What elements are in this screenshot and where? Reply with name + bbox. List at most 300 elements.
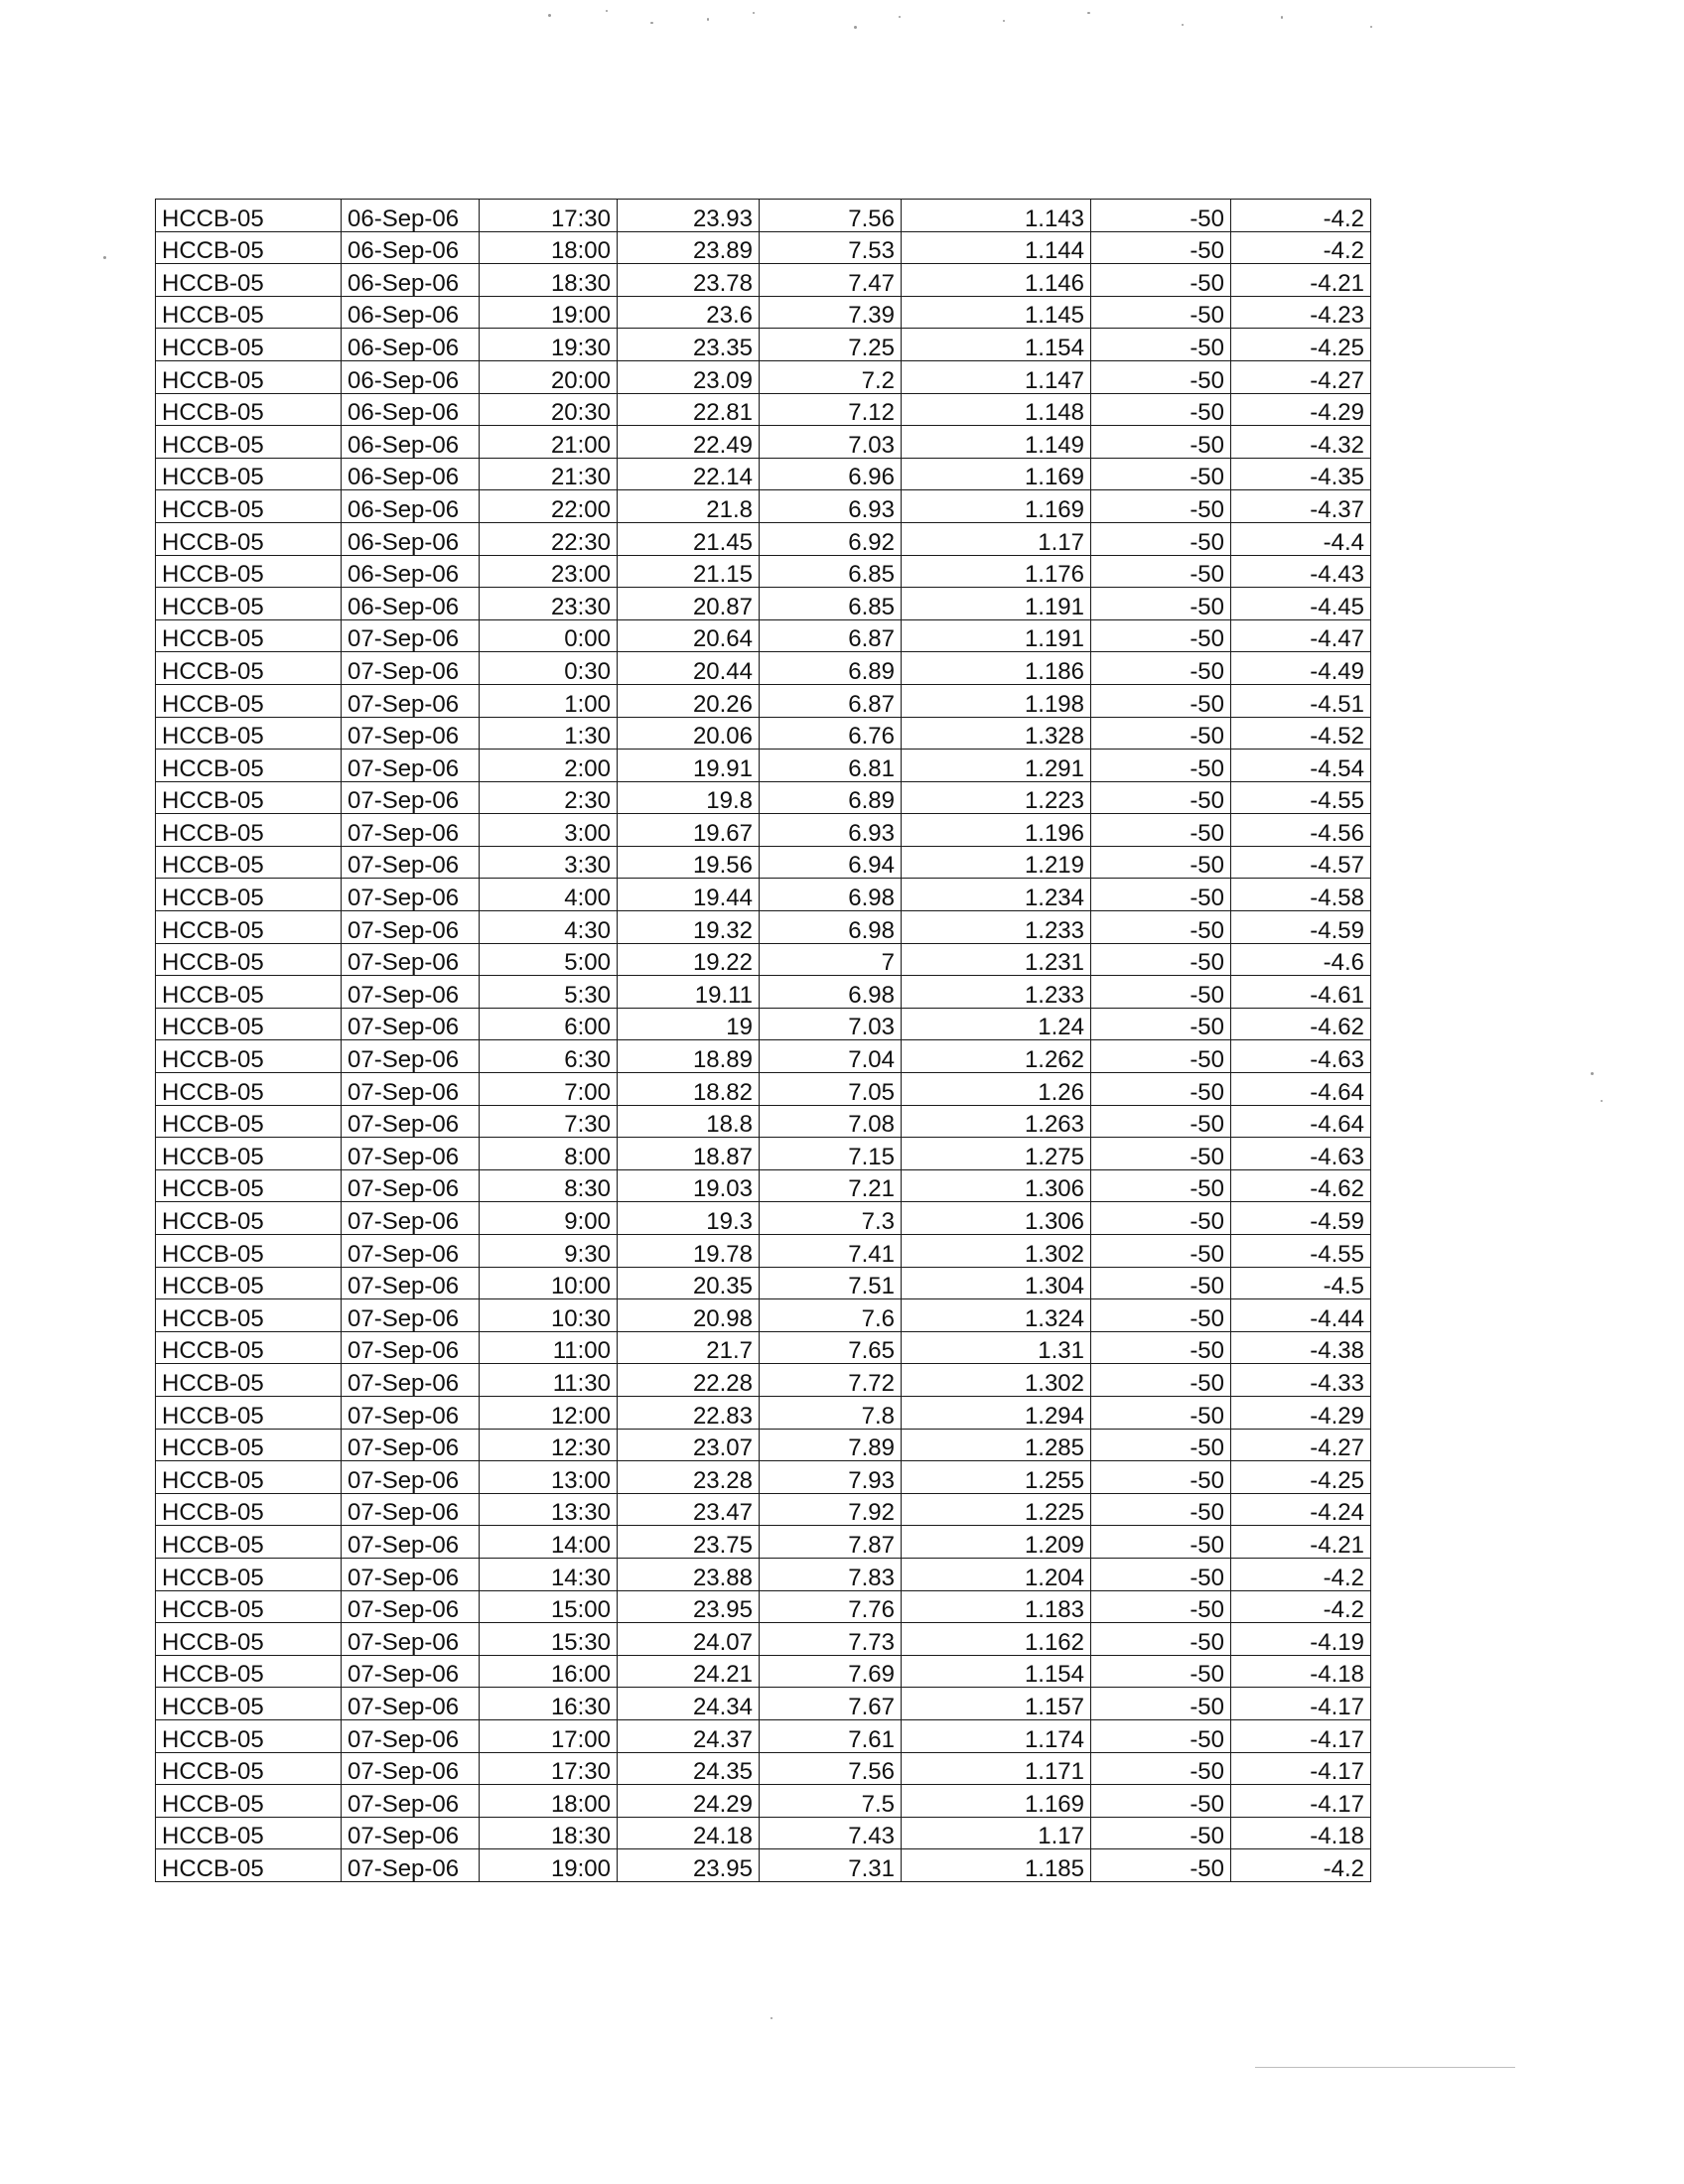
value-cell: -50 xyxy=(1091,1364,1231,1397)
temperature-cell: 19.56 xyxy=(618,846,760,879)
value-cell: -4.2 xyxy=(1231,1849,1371,1882)
time-cell: 5:00 xyxy=(480,943,618,976)
value-cell: -4.25 xyxy=(1231,329,1371,361)
time-cell: 3:00 xyxy=(480,814,618,847)
site-id-cell: HCCB-05 xyxy=(156,1655,342,1688)
date-cell: 07-Sep-06 xyxy=(342,1590,480,1623)
scan-speck xyxy=(1087,12,1090,14)
value-cell: -4.44 xyxy=(1231,1299,1371,1332)
time-cell: 18:00 xyxy=(480,1785,618,1818)
value-cell: -50 xyxy=(1091,200,1231,232)
conductivity-cell: 1.306 xyxy=(902,1202,1091,1235)
site-id-cell: HCCB-05 xyxy=(156,1008,342,1040)
conductivity-cell: 1.17 xyxy=(902,1817,1091,1849)
date-cell: 06-Sep-06 xyxy=(342,329,480,361)
time-cell: 8:30 xyxy=(480,1169,618,1202)
site-id-cell: HCCB-05 xyxy=(156,1429,342,1461)
date-cell: 07-Sep-06 xyxy=(342,717,480,750)
value-cell: -4.25 xyxy=(1231,1461,1371,1494)
value-cell: -4.38 xyxy=(1231,1331,1371,1364)
conductivity-cell: 1.285 xyxy=(902,1429,1091,1461)
ph-cell: 6.96 xyxy=(760,458,902,490)
ph-cell: 7.61 xyxy=(760,1719,902,1752)
table-row xyxy=(156,911,1371,944)
site-id-cell: HCCB-05 xyxy=(156,1331,342,1364)
value-cell: -50 xyxy=(1091,1202,1231,1235)
value-cell: -50 xyxy=(1091,814,1231,847)
value-cell: -50 xyxy=(1091,846,1231,879)
time-cell: 13:30 xyxy=(480,1493,618,1526)
table-row xyxy=(156,1461,1371,1494)
value-cell: -4.35 xyxy=(1231,458,1371,490)
date-cell: 06-Sep-06 xyxy=(342,490,480,523)
date-cell: 07-Sep-06 xyxy=(342,1364,480,1397)
conductivity-cell: 1.146 xyxy=(902,264,1091,297)
table-row xyxy=(156,329,1371,361)
conductivity-cell: 1.262 xyxy=(902,1040,1091,1073)
value-cell: -50 xyxy=(1091,1105,1231,1138)
table-row xyxy=(156,490,1371,523)
value-cell: -4.21 xyxy=(1231,1526,1371,1559)
conductivity-cell: 1.191 xyxy=(902,588,1091,620)
ph-cell: 7.8 xyxy=(760,1396,902,1429)
value-cell: -50 xyxy=(1091,1719,1231,1752)
ph-cell: 7.15 xyxy=(760,1138,902,1170)
value-cell: -4.5 xyxy=(1231,1267,1371,1299)
time-cell: 7:00 xyxy=(480,1073,618,1106)
value-cell: -50 xyxy=(1091,1461,1231,1494)
time-cell: 11:30 xyxy=(480,1364,618,1397)
value-cell: -50 xyxy=(1091,1331,1231,1364)
conductivity-cell: 1.204 xyxy=(902,1558,1091,1590)
temperature-cell: 23.95 xyxy=(618,1849,760,1882)
time-cell: 12:30 xyxy=(480,1429,618,1461)
site-id-cell: HCCB-05 xyxy=(156,1493,342,1526)
table-row xyxy=(156,1623,1371,1656)
time-cell: 16:30 xyxy=(480,1688,618,1720)
site-id-cell: HCCB-05 xyxy=(156,976,342,1009)
value-cell: -50 xyxy=(1091,943,1231,976)
date-cell: 07-Sep-06 xyxy=(342,781,480,814)
site-id-cell: HCCB-05 xyxy=(156,1202,342,1235)
site-id-cell: HCCB-05 xyxy=(156,426,342,459)
temperature-cell: 20.44 xyxy=(618,652,760,685)
value-cell: -4.55 xyxy=(1231,1235,1371,1268)
conductivity-cell: 1.154 xyxy=(902,1655,1091,1688)
conductivity-cell: 1.17 xyxy=(902,522,1091,555)
time-cell: 2:30 xyxy=(480,781,618,814)
value-cell: -50 xyxy=(1091,911,1231,944)
site-id-cell: HCCB-05 xyxy=(156,1235,342,1268)
ph-cell: 6.85 xyxy=(760,588,902,620)
time-cell: 13:00 xyxy=(480,1461,618,1494)
ph-cell: 7.76 xyxy=(760,1590,902,1623)
date-cell: 07-Sep-06 xyxy=(342,684,480,717)
ph-cell: 6.98 xyxy=(760,911,902,944)
site-id-cell: HCCB-05 xyxy=(156,717,342,750)
ph-cell: 6.93 xyxy=(760,490,902,523)
temperature-cell: 21.8 xyxy=(618,490,760,523)
table-row xyxy=(156,1364,1371,1397)
ph-cell: 7.83 xyxy=(760,1558,902,1590)
value-cell: -50 xyxy=(1091,1655,1231,1688)
date-cell: 07-Sep-06 xyxy=(342,1785,480,1818)
date-cell: 07-Sep-06 xyxy=(342,911,480,944)
table-row xyxy=(156,1105,1371,1138)
value-cell: -4.27 xyxy=(1231,360,1371,393)
table-row xyxy=(156,943,1371,976)
site-id-cell: HCCB-05 xyxy=(156,490,342,523)
value-cell: -4.2 xyxy=(1231,1558,1371,1590)
ph-cell: 7.93 xyxy=(760,1461,902,1494)
scan-speck xyxy=(707,18,709,21)
value-cell: -4.54 xyxy=(1231,750,1371,782)
ph-cell: 7.51 xyxy=(760,1267,902,1299)
value-cell: -50 xyxy=(1091,1752,1231,1785)
ph-cell: 7.87 xyxy=(760,1526,902,1559)
ph-cell: 7.05 xyxy=(760,1073,902,1106)
value-cell: -50 xyxy=(1091,393,1231,426)
temperature-cell: 23.89 xyxy=(618,231,760,264)
scan-speck xyxy=(753,12,755,14)
temperature-cell: 23.78 xyxy=(618,264,760,297)
scan-speck xyxy=(606,10,608,12)
time-cell: 19:00 xyxy=(480,1849,618,1882)
temperature-cell: 19.67 xyxy=(618,814,760,847)
temperature-cell: 19.78 xyxy=(618,1235,760,1268)
date-cell: 06-Sep-06 xyxy=(342,360,480,393)
table-row xyxy=(156,1169,1371,1202)
data-table xyxy=(155,199,1371,1882)
table-row xyxy=(156,1752,1371,1785)
table-row xyxy=(156,1655,1371,1688)
scan-speck xyxy=(548,14,551,17)
date-cell: 07-Sep-06 xyxy=(342,1526,480,1559)
time-cell: 23:00 xyxy=(480,555,618,588)
value-cell: -4.2 xyxy=(1231,200,1371,232)
table-row xyxy=(156,1590,1371,1623)
value-cell: -4.62 xyxy=(1231,1008,1371,1040)
temperature-cell: 20.98 xyxy=(618,1299,760,1332)
time-cell: 14:00 xyxy=(480,1526,618,1559)
conductivity-cell: 1.233 xyxy=(902,911,1091,944)
date-cell: 06-Sep-06 xyxy=(342,522,480,555)
temperature-cell: 22.83 xyxy=(618,1396,760,1429)
date-cell: 07-Sep-06 xyxy=(342,1267,480,1299)
time-cell: 5:30 xyxy=(480,976,618,1009)
time-cell: 11:00 xyxy=(480,1331,618,1364)
value-cell: -50 xyxy=(1091,1299,1231,1332)
table-row xyxy=(156,458,1371,490)
value-cell: -50 xyxy=(1091,1267,1231,1299)
conductivity-cell: 1.225 xyxy=(902,1493,1091,1526)
site-id-cell: HCCB-05 xyxy=(156,1785,342,1818)
value-cell: -4.64 xyxy=(1231,1073,1371,1106)
conductivity-cell: 1.169 xyxy=(902,1785,1091,1818)
value-cell: -4.43 xyxy=(1231,555,1371,588)
time-cell: 10:00 xyxy=(480,1267,618,1299)
temperature-cell: 23.47 xyxy=(618,1493,760,1526)
value-cell: -50 xyxy=(1091,426,1231,459)
ph-cell: 7.08 xyxy=(760,1105,902,1138)
site-id-cell: HCCB-05 xyxy=(156,231,342,264)
temperature-cell: 21.45 xyxy=(618,522,760,555)
ph-cell: 7.04 xyxy=(760,1040,902,1073)
time-cell: 19:00 xyxy=(480,296,618,329)
time-cell: 20:30 xyxy=(480,393,618,426)
value-cell: -4.19 xyxy=(1231,1623,1371,1656)
value-cell: -4.33 xyxy=(1231,1364,1371,1397)
value-cell: -4.6 xyxy=(1231,943,1371,976)
conductivity-cell: 1.306 xyxy=(902,1169,1091,1202)
conductivity-cell: 1.169 xyxy=(902,490,1091,523)
date-cell: 07-Sep-06 xyxy=(342,1461,480,1494)
time-cell: 7:30 xyxy=(480,1105,618,1138)
conductivity-cell: 1.304 xyxy=(902,1267,1091,1299)
value-cell: -50 xyxy=(1091,1073,1231,1106)
time-cell: 18:30 xyxy=(480,264,618,297)
temperature-cell: 19.8 xyxy=(618,781,760,814)
site-id-cell: HCCB-05 xyxy=(156,1688,342,1720)
ph-cell: 7.47 xyxy=(760,264,902,297)
site-id-cell: HCCB-05 xyxy=(156,1719,342,1752)
time-cell: 4:00 xyxy=(480,879,618,911)
time-cell: 18:30 xyxy=(480,1817,618,1849)
table-row xyxy=(156,1138,1371,1170)
table-row xyxy=(156,1396,1371,1429)
site-id-cell: HCCB-05 xyxy=(156,1267,342,1299)
value-cell: -4.2 xyxy=(1231,1590,1371,1623)
table-row xyxy=(156,684,1371,717)
temperature-cell: 19.11 xyxy=(618,976,760,1009)
scan-speck xyxy=(650,22,653,24)
site-id-cell: HCCB-05 xyxy=(156,200,342,232)
value-cell: -4.64 xyxy=(1231,1105,1371,1138)
ph-cell: 7.5 xyxy=(760,1785,902,1818)
date-cell: 06-Sep-06 xyxy=(342,393,480,426)
temperature-cell: 24.07 xyxy=(618,1623,760,1656)
conductivity-cell: 1.145 xyxy=(902,296,1091,329)
scan-speck xyxy=(1281,16,1283,19)
ph-cell: 6.81 xyxy=(760,750,902,782)
date-cell: 07-Sep-06 xyxy=(342,1169,480,1202)
site-id-cell: HCCB-05 xyxy=(156,814,342,847)
value-cell: -50 xyxy=(1091,1849,1231,1882)
ph-cell: 7.43 xyxy=(760,1817,902,1849)
temperature-cell: 18.8 xyxy=(618,1105,760,1138)
value-cell: -50 xyxy=(1091,1623,1231,1656)
date-cell: 07-Sep-06 xyxy=(342,619,480,652)
value-cell: -50 xyxy=(1091,1429,1231,1461)
temperature-cell: 20.87 xyxy=(618,588,760,620)
time-cell: 15:00 xyxy=(480,1590,618,1623)
date-cell: 07-Sep-06 xyxy=(342,1105,480,1138)
date-cell: 07-Sep-06 xyxy=(342,1688,480,1720)
site-id-cell: HCCB-05 xyxy=(156,1073,342,1106)
time-cell: 6:00 xyxy=(480,1008,618,1040)
temperature-cell: 19 xyxy=(618,1008,760,1040)
ph-cell: 7.6 xyxy=(760,1299,902,1332)
ph-cell: 7.69 xyxy=(760,1655,902,1688)
conductivity-cell: 1.149 xyxy=(902,426,1091,459)
table-row xyxy=(156,1429,1371,1461)
site-id-cell: HCCB-05 xyxy=(156,393,342,426)
conductivity-cell: 1.186 xyxy=(902,652,1091,685)
conductivity-cell: 1.324 xyxy=(902,1299,1091,1332)
value-cell: -4.59 xyxy=(1231,1202,1371,1235)
site-id-cell: HCCB-05 xyxy=(156,1138,342,1170)
value-cell: -4.52 xyxy=(1231,717,1371,750)
scan-speck xyxy=(1003,20,1005,22)
date-cell: 07-Sep-06 xyxy=(342,1655,480,1688)
value-cell: -4.18 xyxy=(1231,1817,1371,1849)
time-cell: 17:30 xyxy=(480,1752,618,1785)
site-id-cell: HCCB-05 xyxy=(156,264,342,297)
conductivity-cell: 1.209 xyxy=(902,1526,1091,1559)
temperature-cell: 23.75 xyxy=(618,1526,760,1559)
date-cell: 07-Sep-06 xyxy=(342,976,480,1009)
temperature-cell: 18.87 xyxy=(618,1138,760,1170)
conductivity-cell: 1.174 xyxy=(902,1719,1091,1752)
value-cell: -50 xyxy=(1091,360,1231,393)
value-cell: -50 xyxy=(1091,1396,1231,1429)
temperature-cell: 23.95 xyxy=(618,1590,760,1623)
date-cell: 07-Sep-06 xyxy=(342,1138,480,1170)
time-cell: 21:00 xyxy=(480,426,618,459)
date-cell: 07-Sep-06 xyxy=(342,750,480,782)
value-cell: -50 xyxy=(1091,1817,1231,1849)
date-cell: 07-Sep-06 xyxy=(342,1073,480,1106)
temperature-cell: 22.81 xyxy=(618,393,760,426)
ph-cell: 6.89 xyxy=(760,652,902,685)
ph-cell: 6.76 xyxy=(760,717,902,750)
table-row xyxy=(156,1235,1371,1268)
value-cell: -4.51 xyxy=(1231,684,1371,717)
site-id-cell: HCCB-05 xyxy=(156,1623,342,1656)
ph-cell: 7.53 xyxy=(760,231,902,264)
value-cell: -4.61 xyxy=(1231,976,1371,1009)
value-cell: -50 xyxy=(1091,976,1231,1009)
site-id-cell: HCCB-05 xyxy=(156,522,342,555)
ph-cell: 7.25 xyxy=(760,329,902,361)
value-cell: -50 xyxy=(1091,781,1231,814)
value-cell: -50 xyxy=(1091,879,1231,911)
conductivity-cell: 1.294 xyxy=(902,1396,1091,1429)
table-row xyxy=(156,1688,1371,1720)
table-row xyxy=(156,588,1371,620)
temperature-cell: 24.34 xyxy=(618,1688,760,1720)
table-row xyxy=(156,1558,1371,1590)
site-id-cell: HCCB-05 xyxy=(156,1299,342,1332)
value-cell: -4.63 xyxy=(1231,1138,1371,1170)
ph-cell: 7.73 xyxy=(760,1623,902,1656)
temperature-cell: 20.06 xyxy=(618,717,760,750)
ph-cell: 7.31 xyxy=(760,1849,902,1882)
value-cell: -50 xyxy=(1091,458,1231,490)
table-row xyxy=(156,1040,1371,1073)
conductivity-cell: 1.263 xyxy=(902,1105,1091,1138)
table-row xyxy=(156,717,1371,750)
table-row xyxy=(156,1849,1371,1882)
ph-cell: 7.56 xyxy=(760,200,902,232)
value-cell: -4.58 xyxy=(1231,879,1371,911)
time-cell: 22:00 xyxy=(480,490,618,523)
temperature-cell: 23.93 xyxy=(618,200,760,232)
time-cell: 2:00 xyxy=(480,750,618,782)
value-cell: -4.17 xyxy=(1231,1785,1371,1818)
date-cell: 07-Sep-06 xyxy=(342,1558,480,1590)
site-id-cell: HCCB-05 xyxy=(156,781,342,814)
temperature-cell: 19.3 xyxy=(618,1202,760,1235)
scan-speck xyxy=(1182,24,1184,26)
temperature-cell: 19.32 xyxy=(618,911,760,944)
conductivity-cell: 1.31 xyxy=(902,1331,1091,1364)
table-row xyxy=(156,879,1371,911)
conductivity-cell: 1.191 xyxy=(902,619,1091,652)
temperature-cell: 19.44 xyxy=(618,879,760,911)
ph-cell: 7.72 xyxy=(760,1364,902,1397)
ph-cell: 7 xyxy=(760,943,902,976)
conductivity-cell: 1.171 xyxy=(902,1752,1091,1785)
table-row xyxy=(156,393,1371,426)
table-row xyxy=(156,264,1371,297)
value-cell: -50 xyxy=(1091,1138,1231,1170)
table-row xyxy=(156,814,1371,847)
time-cell: 6:30 xyxy=(480,1040,618,1073)
date-cell: 07-Sep-06 xyxy=(342,943,480,976)
scan-speck xyxy=(1370,26,1372,28)
ph-cell: 7.39 xyxy=(760,296,902,329)
site-id-cell: HCCB-05 xyxy=(156,1040,342,1073)
site-id-cell: HCCB-05 xyxy=(156,555,342,588)
value-cell: -4.55 xyxy=(1231,781,1371,814)
ph-cell: 7.92 xyxy=(760,1493,902,1526)
ph-cell: 7.12 xyxy=(760,393,902,426)
date-cell: 07-Sep-06 xyxy=(342,1040,480,1073)
table-row xyxy=(156,1073,1371,1106)
table-row xyxy=(156,1817,1371,1849)
conductivity-cell: 1.26 xyxy=(902,1073,1091,1106)
conductivity-cell: 1.185 xyxy=(902,1849,1091,1882)
conductivity-cell: 1.169 xyxy=(902,458,1091,490)
date-cell: 07-Sep-06 xyxy=(342,846,480,879)
temperature-cell: 20.64 xyxy=(618,619,760,652)
value-cell: -4.21 xyxy=(1231,264,1371,297)
site-id-cell: HCCB-05 xyxy=(156,684,342,717)
value-cell: -50 xyxy=(1091,652,1231,685)
conductivity-cell: 1.231 xyxy=(902,943,1091,976)
temperature-cell: 22.49 xyxy=(618,426,760,459)
value-cell: -4.27 xyxy=(1231,1429,1371,1461)
table-row xyxy=(156,846,1371,879)
table-row xyxy=(156,1331,1371,1364)
value-cell: -50 xyxy=(1091,750,1231,782)
site-id-cell: HCCB-05 xyxy=(156,1461,342,1494)
value-cell: -50 xyxy=(1091,1493,1231,1526)
value-cell: -4.29 xyxy=(1231,1396,1371,1429)
scan-speck xyxy=(1601,1100,1603,1102)
time-cell: 18:00 xyxy=(480,231,618,264)
time-cell: 21:30 xyxy=(480,458,618,490)
date-cell: 07-Sep-06 xyxy=(342,1493,480,1526)
table-row xyxy=(156,1299,1371,1332)
ph-cell: 7.89 xyxy=(760,1429,902,1461)
table-row xyxy=(156,426,1371,459)
value-cell: -50 xyxy=(1091,619,1231,652)
conductivity-cell: 1.157 xyxy=(902,1688,1091,1720)
conductivity-cell: 1.147 xyxy=(902,360,1091,393)
value-cell: -50 xyxy=(1091,329,1231,361)
